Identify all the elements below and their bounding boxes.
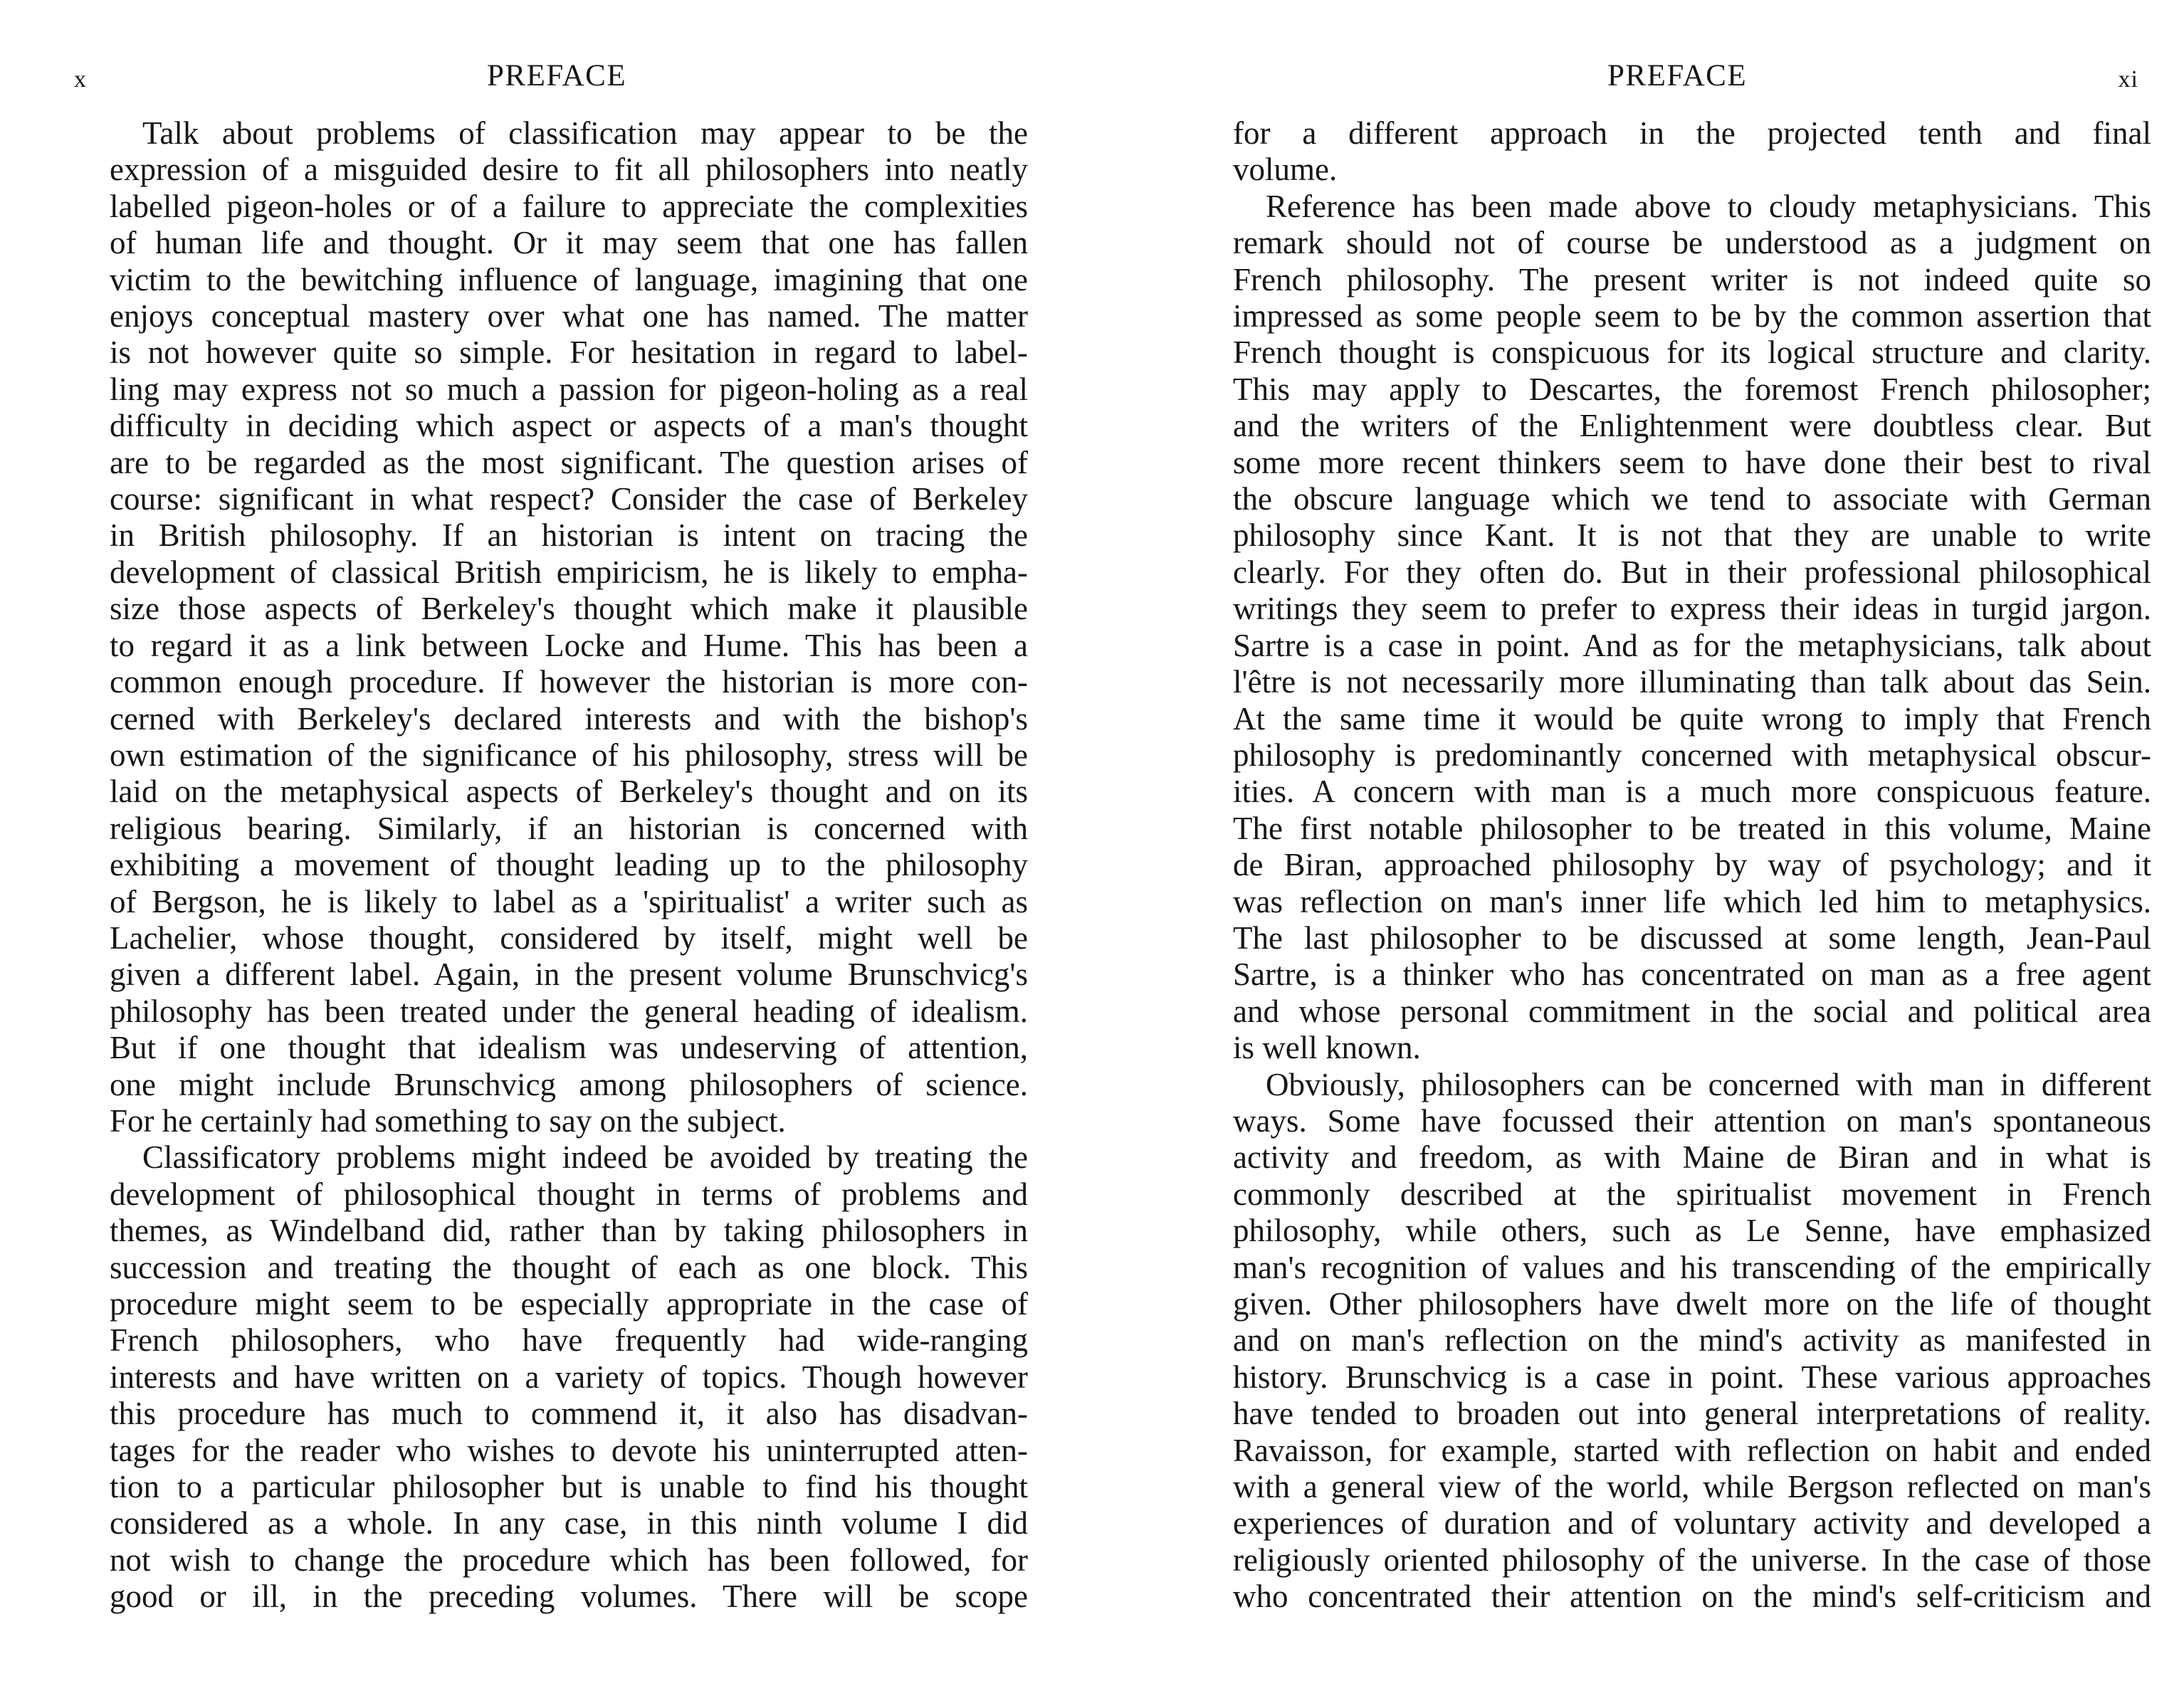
text-line: development of classical British empiricism, he is likely to empha- — [110, 554, 1028, 590]
text-line: Lachelier, whose thought, considered by itself, might well be — [110, 919, 1028, 956]
text-line: victim to the bewitching influence of language, imagining that one — [110, 261, 1028, 297]
running-head-left — [0, 58, 1092, 101]
text-line: this procedure has much to commend it, it also has disadvan- — [110, 1396, 1028, 1432]
text-line: Sartre is a case in point. And as for the metaphysicians, talk about — [1233, 627, 2151, 663]
text-line: good or ill, in the preceding volumes. There will be scope — [110, 1579, 1028, 1615]
text-line: The first notable philosopher to be treated in this volume, Maine — [1233, 810, 2151, 846]
text-line: and the writers of the Enlightenment were doubtless clear. But — [1233, 408, 2151, 444]
text-line: ities. A concern with man is a much more conspicuous feature. — [1233, 774, 2151, 810]
text-line: exhibiting a movement of thought leading up to the philosophy — [110, 847, 1028, 883]
text-line: difficulty in deciding which aspect or aspects of a man's thought — [110, 408, 1028, 444]
text-line: who concentrated their attention on the mind's self-criticism and — [1233, 1579, 2151, 1615]
text-line: clearly. For they often do. But in their professional philosophical — [1233, 554, 2151, 590]
text-line: in British philosophy. If an historian is intent on tracing the — [110, 517, 1028, 554]
text-line: French thought is conspicuous for its logical structure and clarity. — [1233, 334, 2151, 371]
paragraph — [1233, 115, 2151, 189]
text-line: At the same time it would be quite wrong to imply that French — [1233, 700, 2151, 737]
text-line: common enough procedure. If however the historian is more con- — [110, 664, 1028, 700]
text-line: French philosophy. The present writer is not indeed quite so — [1233, 261, 2151, 297]
text-line: course: significant in what respect? Consider the case of Berkeley — [110, 481, 1028, 517]
text-line: man's recognition of values and his transcending of the empirically — [1233, 1249, 2151, 1285]
paragraph — [1233, 1067, 2151, 1616]
text-line: tion to a particular philosopher but is unable to find his thought — [110, 1469, 1028, 1505]
text-line: given. Other philosophers have dwelt more on the life of thought — [1233, 1286, 2151, 1322]
text-line: ling may express not so much a passion for pigeon-holing as a real — [110, 371, 1028, 407]
body-text — [110, 115, 1028, 1616]
text-line: religious bearing. Similarly, if an historian is concerned with — [110, 810, 1028, 846]
text-line: cerned with Berkeley's declared interests and with the bishop's — [110, 700, 1028, 737]
text-line: the obscure language which we tend to associate with German — [1233, 481, 2151, 517]
text-line: succession and treating the thought of each as one block. This — [110, 1249, 1028, 1285]
running-head-title: PREFACE — [1607, 59, 1748, 93]
text-line: of human life and thought. Or it may seem that one has fallen — [110, 225, 1028, 261]
text-line: The last philosopher to be discussed at some length, Jean-Paul — [1233, 919, 2151, 956]
text-line: to regard it as a link between Locke and Hume. This has been a — [110, 627, 1028, 663]
text-line: Talk about problems of classification may appear to be the — [142, 115, 1028, 151]
paragraph — [1233, 189, 2151, 1067]
text-line: philosophy has been treated under the general heading of idealism. — [110, 993, 1028, 1029]
paragraph — [110, 1139, 1028, 1615]
text-line: ways. Some have focussed their attention on man's spontaneous — [1233, 1102, 2151, 1139]
text-line: have tended to broaden out into general interpretations of reality. — [1233, 1396, 2151, 1432]
text-line: history. Brunschvicg is a case in point. These various approaches — [1233, 1359, 2151, 1395]
text-line: labelled pigeon-holes or of a failure to appreciate the complexities — [110, 188, 1028, 224]
text-line: of Bergson, he is likely to label as a 'spiritualist' a writer such as — [110, 883, 1028, 919]
text-line: themes, as Windelband did, rather than by taking philosophers in — [110, 1213, 1028, 1249]
text-line: expression of a misguided desire to fit all philosophers into neatly — [110, 152, 1028, 188]
text-line: Classificatory problems might indeed be avoided by treating the — [142, 1139, 1028, 1176]
text-line: one might include Brunschvicg among philosophers of science. — [110, 1066, 1028, 1102]
text-line: tages for the reader who wishes to devote his uninterrupted atten- — [110, 1432, 1028, 1468]
text-line: religiously oriented philosophy of the universe. In the case of those — [1233, 1542, 2151, 1578]
text-line: remark should not of course be understood as a judgment on — [1233, 225, 2151, 261]
text-line: laid on the metaphysical aspects of Berkeley's thought and on its — [110, 774, 1028, 810]
right-page — [1092, 0, 2184, 1681]
text-line: impressed as some people seem to be by the common assertion that — [1233, 298, 2151, 334]
text-line: size those aspects of Berkeley's thought which make it plausible — [110, 591, 1028, 627]
text-line: l'être is not necessarily more illuminating than talk about das Sein. — [1233, 664, 2151, 700]
page-number: x — [74, 66, 87, 93]
text-line: with a general view of the world, while Bergson reflected on man's — [1233, 1469, 2151, 1505]
text-line: This may apply to Descartes, the foremost French philosopher; — [1233, 371, 2151, 407]
text-line: given a different label. Again, in the present volume Brunschvicg's — [110, 957, 1028, 993]
text-line: and on man's reflection on the mind's activity as manifested in — [1233, 1322, 2151, 1359]
text-line: not wish to change the procedure which has been followed, for — [110, 1542, 1028, 1578]
text-line: Reference has been made above to cloudy metaphysicians. This — [1266, 188, 2151, 224]
text-line: commonly described at the spiritualist movement in French — [1233, 1176, 2151, 1212]
text-line: experiences of duration and of voluntary activity and developed a — [1233, 1505, 2151, 1542]
text-line: for a different approach in the projected tenth and final — [1233, 115, 2151, 151]
text-line: Ravaisson, for example, started with reflection on habit and ended — [1233, 1432, 2151, 1468]
text-line: own estimation of the significance of his philosophy, stress will be — [110, 737, 1028, 773]
text-line: French philosophers, who have frequently had wide-ranging — [110, 1322, 1028, 1359]
page-number: xi — [2118, 66, 2138, 93]
text-line: volume. — [1233, 152, 1338, 188]
paragraph — [110, 115, 1028, 1139]
text-line: development of philosophical thought in terms of problems and — [110, 1176, 1028, 1212]
text-line: is well known. — [1233, 1030, 1421, 1066]
running-head-title: PREFACE — [487, 59, 627, 93]
running-head-right — [1092, 58, 2184, 101]
text-line: procedure might seem to be especially appropriate in the case of — [110, 1286, 1028, 1322]
text-line: is not however quite so simple. For hesitation in regard to label- — [110, 334, 1028, 371]
text-line: enjoys conceptual mastery over what one has named. The matter — [110, 298, 1028, 334]
text-line: considered as a whole. In any case, in this ninth volume I did — [110, 1505, 1028, 1542]
text-line: was reflection on man's inner life which led him to metaphysics. — [1233, 883, 2151, 919]
text-line: some more recent thinkers seem to have done their best to rival — [1233, 444, 2151, 480]
text-line: are to be regarded as the most significant. The question arises of — [110, 444, 1028, 480]
body-text — [1233, 115, 2151, 1616]
text-line: and whose personal commitment in the social and political area — [1233, 993, 2151, 1029]
text-line: philosophy is predominantly concerned with metaphysical obscur- — [1233, 737, 2151, 773]
text-line: writings they seem to prefer to express their ideas in turgid jargon. — [1233, 591, 2151, 627]
text-line: Obviously, philosophers can be concerned with man in different — [1266, 1066, 2151, 1102]
text-line: interests and have written on a variety of topics. Though however — [110, 1359, 1028, 1395]
text-line: Sartre, is a thinker who has concentrated on man as a free agent — [1233, 957, 2151, 993]
text-line: For he certainly had something to say on the subject. — [110, 1102, 786, 1139]
text-line: de Biran, approached philosophy by way of psychology; and it — [1233, 847, 2151, 883]
text-line: philosophy, while others, such as Le Senne, have emphasized — [1233, 1213, 2151, 1249]
text-line: But if one thought that idealism was undeserving of attention, — [110, 1030, 1028, 1066]
text-line: activity and freedom, as with Maine de Biran and in what is — [1233, 1139, 2151, 1176]
text-line: philosophy since Kant. It is not that they are unable to write — [1233, 517, 2151, 554]
